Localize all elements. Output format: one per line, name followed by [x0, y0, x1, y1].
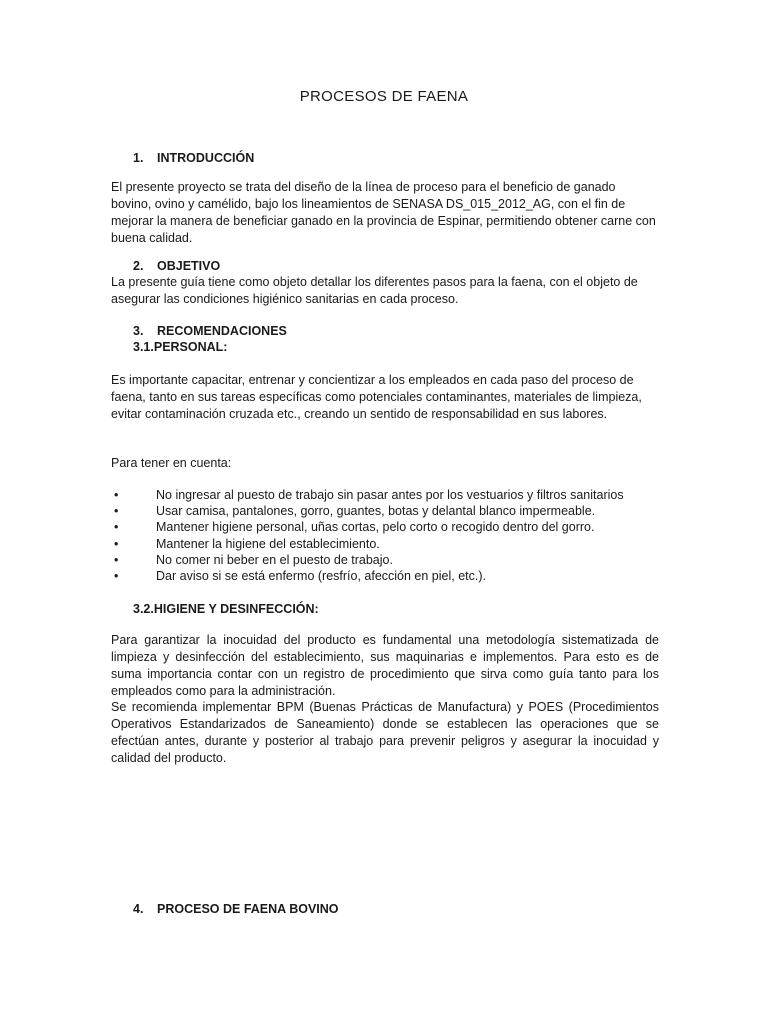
bullet-icon: • [114, 520, 119, 535]
intro-paragraph: El presente proyecto se trata del diseño de la línea de proceso para el beneficio de ganado bovino, ovino y camélido, bajo los lineamientos de SENASA DS_015_2012_AG, con el fin de mejorar la manera de beneficiar ganado en la provincia de Espinar, permitiendo obtener carne con buena calidad. [111, 180, 656, 245]
section-number: 4. [133, 902, 144, 916]
section-title: PERSONAL: [153, 340, 228, 354]
section-number: 3.1. [133, 340, 154, 354]
section-title: RECOMENDACIONES [157, 324, 287, 338]
personal-paragraph: Es importante capacitar, entrenar y concientizar a los empleados en cada paso del proceso de faena, tanto en sus tareas específicas como potenciales contaminantes, materiales de limpieza, evitar contaminación cruzada etc., creando un sentido de responsabilidad en sus labores. [111, 373, 642, 421]
bullet-icon: • [114, 504, 119, 519]
section-title: HIGIENE Y DESINFECCIÓN: [153, 602, 319, 616]
objetivo-paragraph: La presente guía tiene como objeto detallar los diferentes pasos para la faena, con el objeto de asegurar las condiciones higiénico sanitarias en cada proceso. [111, 275, 638, 306]
subsection-heading-personal [133, 340, 227, 354]
higiene-paragraph-2: Se recomienda implementar BPM (Buenas Prácticas de Manufactura) y POES (Procedimientos Operativos Estandarizados de Saneamiento) donde se establecen las operaciones que se efectúan antes, durante y posterior al trabajo para prevenir peligros y asegurar la inocuidad y calidad del producto. [111, 700, 659, 765]
higiene-paragraph-1: Para garantizar la inocuidad del producto es fundamental una metodología sistematizada de limpieza y desinfección del establecimiento, sus maquinarias e implementos. Para esto es de suma importancia contar con un registro de procedimiento que sirva como guía tanto para los empleados como para la administración. [111, 633, 659, 698]
section-title: PROCESO DE FAENA BOVINO [157, 902, 339, 916]
list-item: • No comer ni beber en el puesto de trabajo. [114, 552, 393, 567]
section-title: OBJETIVO [157, 259, 221, 273]
section-number: 2. [133, 259, 144, 273]
note-label: Para tener en cuenta: [111, 456, 232, 470]
section-number: 1. [133, 151, 144, 165]
section-heading-proceso-faena-bovino [133, 902, 339, 916]
list-item: • No ingresar al puesto de trabajo sin pasar antes por los vestuarios y filtros sanitarios [114, 488, 624, 502]
section-heading-objetivo [133, 259, 220, 273]
section-number: 3.2. [133, 602, 154, 616]
recommendations-list [111, 487, 671, 584]
list-item: • Dar aviso si se está enfermo (resfrío, afección en piel, etc.). [114, 568, 486, 583]
section-heading-recomendaciones [133, 324, 287, 338]
bullet-icon: • [114, 552, 119, 567]
list-item: • Mantener la higiene del establecimiento. [114, 536, 380, 551]
list-item: • Mantener higiene personal, uñas cortas, pelo corto o recogido dentro del gorro. [114, 520, 595, 535]
document-title: PROCESOS DE FAENA [299, 88, 469, 105]
subsection-heading-higiene [133, 602, 319, 616]
bullet-icon: • [114, 536, 119, 551]
section-number: 3. [133, 324, 144, 338]
bullet-icon: • [114, 568, 119, 583]
bullet-icon: • [114, 488, 119, 502]
section-title: INTRODUCCIÓN [157, 151, 255, 165]
list-item: • Usar camisa, pantalones, gorro, guantes, botas y delantal blanco impermeable. [114, 504, 596, 519]
section-heading-introduccion [133, 151, 254, 165]
